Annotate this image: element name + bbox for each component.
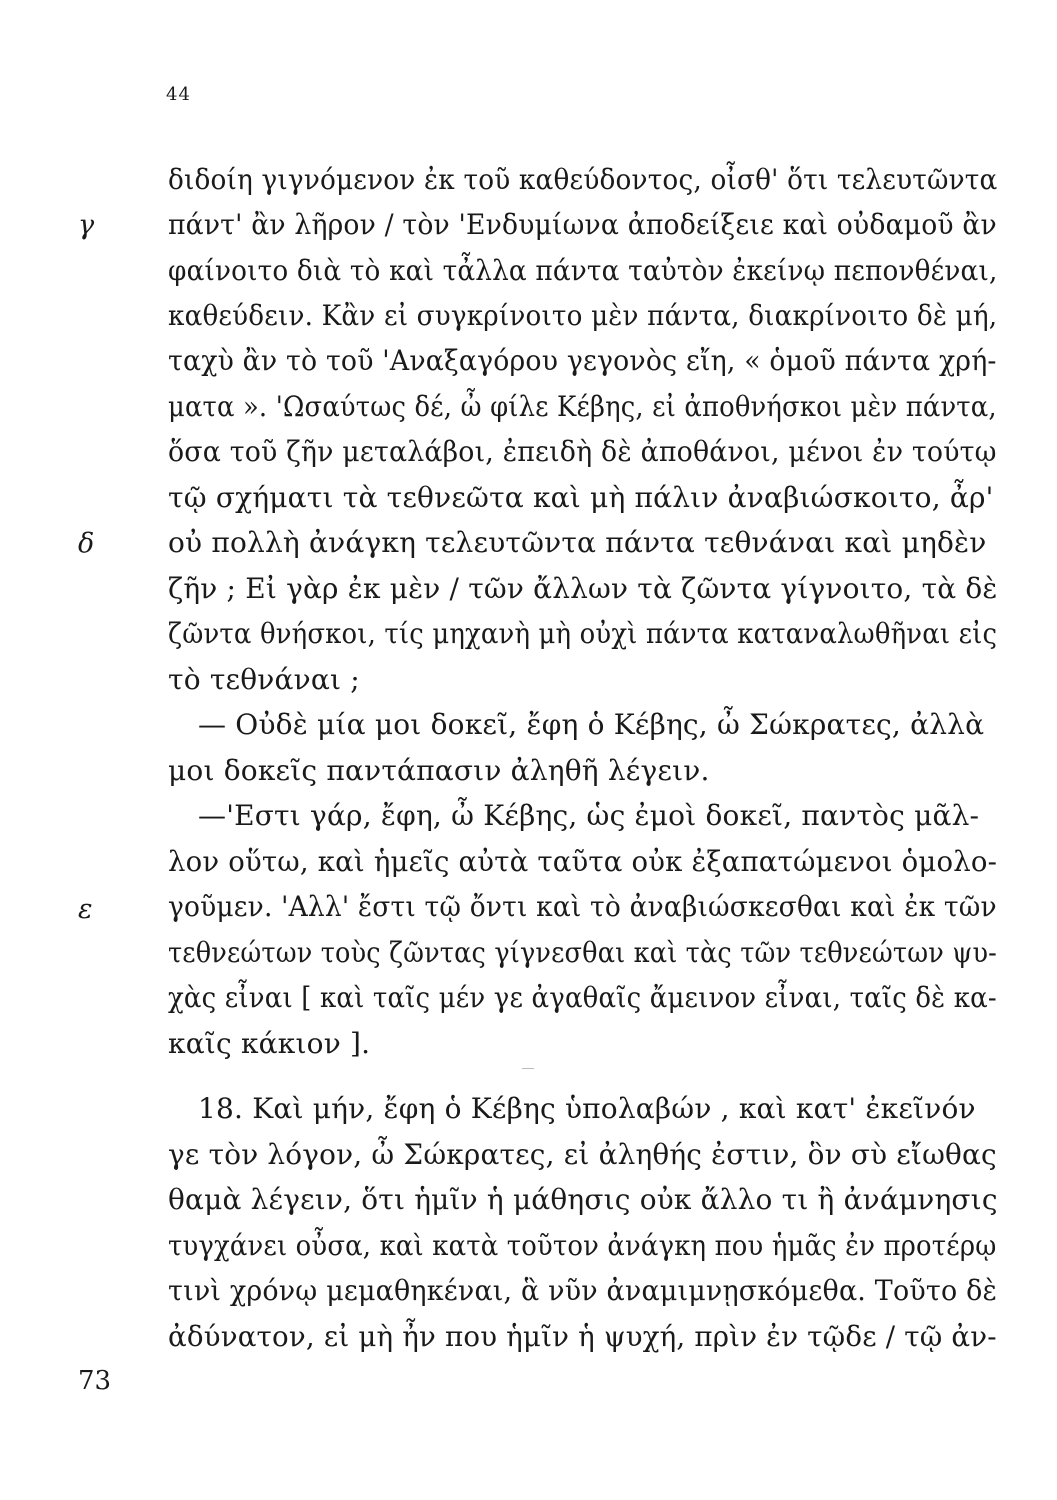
- text-line: πάντ' ἂν λῆρον / τὸν 'Ενδυμίωνα ἀποδείξειε καὶ οὐδαμοῦ ἂν: [168, 208, 997, 241]
- text-line: 18. Καὶ μήν, ἔφη ὁ Κέβης ὑπολαβών , καὶ κατ' ἐκεῖνόν: [198, 1092, 976, 1125]
- text-line: τῷ σχήματι τὰ τεθνεῶτα καὶ μὴ πάλιν ἀναβιώσκοιτο, ἆρ': [168, 481, 994, 514]
- text-line: τὸ τεθνάναι ;: [168, 663, 360, 696]
- text-line: ζῶντα θνήσκοι, τίς μηχανὴ μὴ οὐχὶ πάντα καταναλωθῆναι εἰς: [168, 617, 998, 650]
- text-line: τεθνεώτων τοὺς ζῶντας γίγνεσθαι καὶ τὰς τῶν τεθνεώτων ψυ-: [168, 936, 997, 969]
- text-line: τινὶ χρόνῳ μεμαθηκέναι, ἃ νῦν ἀναμιμνῃσκόμεθα. Τοῦτο δὲ: [168, 1274, 998, 1307]
- text-line: τυγχάνει οὖσα, καὶ κατὰ τοῦτον ἀνάγκη που ἡμᾶς ἐν προτέρῳ: [168, 1229, 997, 1262]
- text-line: ἀδύνατον, εἰ μὴ ἦν που ἡμῖν ἡ ψυχή, πρὶν ἐν τῷδε / τῷ ἀν-: [168, 1320, 997, 1353]
- text-line: καῖς κάκιον ].: [168, 1027, 371, 1060]
- text-line: ζῆν ; Εἰ γὰρ ἐκ μὲν / τῶν ἄλλων τὰ ζῶντα γίγνοιτο, τὰ δὲ: [168, 572, 998, 605]
- margin-mark-epsilon: ε: [78, 894, 93, 925]
- text-line: καθεύδειν. Κἂν εἰ συγκρίνοιτο μὲν πάντα, διακρίνοιτο δὲ μή,: [168, 299, 998, 332]
- text-line: —'Εστι γάρ, ἔφη, ὦ Κέβης, ὡς ἐμοὶ δοκεῖ, παντὸς μᾶλ-: [198, 799, 980, 832]
- text-line: χὰς εἶναι [ καὶ ταῖς μέν γε ἀγαθαῖς ἄμεινον εἶναι, ταῖς δὲ κα-: [168, 981, 997, 1014]
- text-line: φαίνοιτο διὰ τὸ καὶ τἆλλα πάντα ταὐτὸν ἐκείνῳ πεπονθέναι,: [168, 254, 998, 287]
- section-separator: [522, 1068, 534, 1069]
- text-line: γοῦμεν. 'Αλλ' ἔστι τῷ ὄντι καὶ τὸ ἀναβιώσκεσθαι καὶ ἐκ τῶν: [168, 890, 997, 923]
- text-line: οὐ πολλὴ ἀνάγκη τελευτῶντα πάντα τεθνάναι καὶ μηδὲν: [168, 526, 987, 559]
- margin-mark-73: 73: [78, 1366, 112, 1396]
- page-number: 44: [166, 84, 191, 105]
- text-line: λον οὕτω, καὶ ἡμεῖς αὐτὰ ταῦτα οὐκ ἐξαπατώμενοι ὁμολο-: [168, 845, 998, 878]
- margin-mark-gamma: γ: [78, 210, 95, 241]
- text-line: ματα ». 'Ωσαύτως δέ, ὦ φίλε Κέβης, εἰ ἀποθνήσκοι μὲν πάντα,: [168, 390, 997, 423]
- text-line: — Οὐδὲ μία μοι δοκεῖ, ἔφη ὁ Κέβης, ὦ Σώκρατες, ἀλλὰ: [198, 708, 985, 741]
- text-line: ὅσα τοῦ ζῆν μεταλάβοι, ἐπειδὴ δὲ ἀποθάνοι, μένοι ἐν τούτῳ: [168, 435, 997, 468]
- text-line: θαμὰ λέγειν, ὅτι ἡμῖν ἡ μάθησις οὐκ ἄλλο τι ἢ ἀνάμνησις: [168, 1183, 998, 1216]
- text-line: γε τὸν λόγον, ὦ Σώκρατες, εἰ ἀληθής ἐστιν, ὃν σὺ εἴωθας: [168, 1138, 997, 1171]
- margin-mark-delta: δ: [78, 528, 95, 559]
- text-line: ταχὺ ἂν τὸ τοῦ 'Αναξαγόρου γεγονὸς εἴη, « ὁμοῦ πάντα χρή-: [168, 344, 997, 377]
- text-line: διδοίη γιγνόμενον ἐκ τοῦ καθεύδοντος, οἶσθ' ὅτι τελευτῶντα: [168, 163, 998, 196]
- text-line: μοι δοκεῖς παντάπασιν ἀληθῆ λέγειν.: [168, 754, 710, 787]
